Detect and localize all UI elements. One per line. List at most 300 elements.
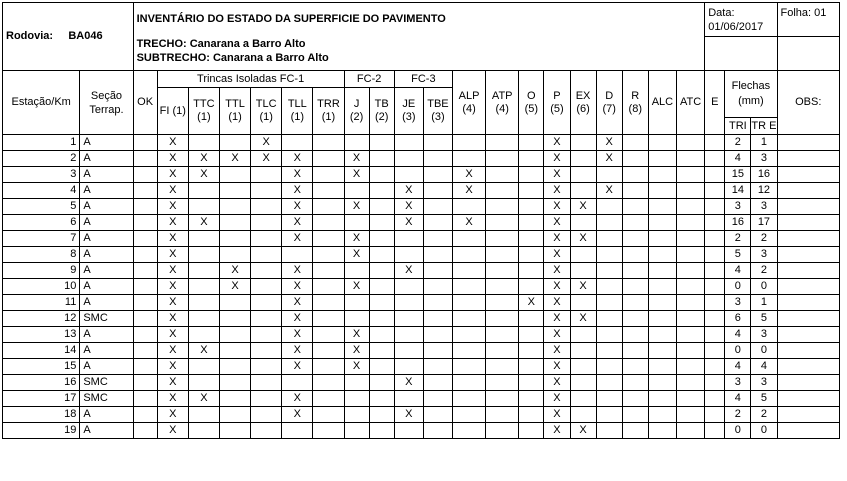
cell-ok <box>133 343 157 359</box>
cell-p: X <box>544 407 570 423</box>
cell-e <box>705 407 725 423</box>
cell-tll: X <box>282 263 313 279</box>
cell-obs <box>777 135 840 151</box>
cell-alp <box>453 423 486 439</box>
cell-atc <box>676 407 704 423</box>
cell-est: 12 <box>3 311 80 327</box>
cell-ttl <box>219 231 250 247</box>
cell-est: 13 <box>3 327 80 343</box>
cell-ttc <box>188 231 219 247</box>
cell-tll <box>282 375 313 391</box>
cell-tre: 12 <box>751 183 777 199</box>
cell-tri: 2 <box>725 407 751 423</box>
cell-alp <box>453 407 486 423</box>
cell-tll <box>282 247 313 263</box>
empty-header-cell <box>777 37 840 71</box>
cell-e <box>705 247 725 263</box>
cell-ex <box>570 327 596 343</box>
cell-ok <box>133 391 157 407</box>
cell-tb <box>369 183 394 199</box>
cell-fi: X <box>157 167 188 183</box>
cell-atp <box>486 183 519 199</box>
cell-tre: 3 <box>751 151 777 167</box>
cell-ex <box>570 359 596 375</box>
cell-ex <box>570 247 596 263</box>
col-flechas: Flechas (mm) <box>725 71 777 118</box>
cell-j: X <box>344 199 369 215</box>
cell-obs <box>777 327 840 343</box>
folha-cell: Folha: 01 <box>777 3 840 37</box>
cell-e <box>705 135 725 151</box>
rodovia-label: Rodovia: <box>6 30 54 42</box>
cell-ttl <box>219 199 250 215</box>
cell-j <box>344 375 369 391</box>
cell-e <box>705 391 725 407</box>
cell-atc <box>676 423 704 439</box>
cell-tbe <box>423 199 452 215</box>
cell-j: X <box>344 151 369 167</box>
cell-d <box>596 231 622 247</box>
cell-r <box>622 391 648 407</box>
cell-tri: 16 <box>725 215 751 231</box>
cell-ttc <box>188 327 219 343</box>
cell-ex <box>570 391 596 407</box>
cell-atc <box>676 215 704 231</box>
cell-j <box>344 407 369 423</box>
table-row <box>3 423 840 439</box>
cell-e <box>705 423 725 439</box>
cell-e <box>705 327 725 343</box>
cell-je <box>394 359 423 375</box>
cell-tri: 14 <box>725 183 751 199</box>
cell-sec: A <box>80 135 133 151</box>
cell-j <box>344 135 369 151</box>
cell-r <box>622 311 648 327</box>
cell-tri: 4 <box>725 359 751 375</box>
col-d: D (7) <box>596 71 622 135</box>
cell-tbe <box>423 375 452 391</box>
cell-tbe <box>423 359 452 375</box>
cell-tre: 2 <box>751 407 777 423</box>
cell-alp <box>453 135 486 151</box>
cell-ttc <box>188 279 219 295</box>
cell-ok <box>133 183 157 199</box>
cell-p: X <box>544 263 570 279</box>
cell-ex: X <box>570 199 596 215</box>
cell-ex <box>570 151 596 167</box>
cell-est: 6 <box>3 215 80 231</box>
cell-tlc: X <box>251 135 282 151</box>
cell-atc <box>676 311 704 327</box>
cell-obs <box>777 311 840 327</box>
cell-sec: A <box>80 199 133 215</box>
table-row <box>3 327 840 343</box>
cell-alp <box>453 199 486 215</box>
cell-p: X <box>544 423 570 439</box>
empty-header-cell <box>705 37 777 71</box>
cell-je <box>394 343 423 359</box>
cell-je <box>394 423 423 439</box>
cell-est: 4 <box>3 183 80 199</box>
cell-alc <box>648 135 676 151</box>
cell-j: X <box>344 343 369 359</box>
cell-d <box>596 295 622 311</box>
cell-ttc <box>188 407 219 423</box>
cell-ttc <box>188 359 219 375</box>
cell-tre: 5 <box>751 311 777 327</box>
cell-sec: SMC <box>80 391 133 407</box>
cell-d <box>596 215 622 231</box>
cell-e <box>705 167 725 183</box>
cell-atp <box>486 295 519 311</box>
cell-j <box>344 391 369 407</box>
cell-fi: X <box>157 135 188 151</box>
cell-fi: X <box>157 183 188 199</box>
cell-atp <box>486 247 519 263</box>
col-atp: ATP (4) <box>486 71 519 135</box>
cell-tlc <box>251 311 282 327</box>
inventory-table <box>2 2 840 439</box>
col-e: E <box>705 71 725 135</box>
cell-j <box>344 215 369 231</box>
cell-tri: 2 <box>725 231 751 247</box>
cell-o <box>519 423 544 439</box>
cell-tri: 4 <box>725 391 751 407</box>
cell-tri: 0 <box>725 423 751 439</box>
cell-tb <box>369 263 394 279</box>
cell-o <box>519 359 544 375</box>
cell-ttc <box>188 263 219 279</box>
cell-alp: X <box>453 215 486 231</box>
cell-tre: 3 <box>751 247 777 263</box>
cell-ttl <box>219 391 250 407</box>
cell-j <box>344 295 369 311</box>
cell-trr <box>313 359 344 375</box>
cell-tlc <box>251 407 282 423</box>
cell-je <box>394 151 423 167</box>
cell-ttc <box>188 423 219 439</box>
cell-tlc <box>251 279 282 295</box>
cell-fi: X <box>157 311 188 327</box>
cell-est: 17 <box>3 391 80 407</box>
cell-d <box>596 391 622 407</box>
cell-tri: 0 <box>725 279 751 295</box>
cell-fi: X <box>157 279 188 295</box>
cell-trr <box>313 231 344 247</box>
cell-alc <box>648 311 676 327</box>
cell-atc <box>676 183 704 199</box>
cell-j: X <box>344 231 369 247</box>
cell-atp <box>486 199 519 215</box>
cell-p: X <box>544 247 570 263</box>
cell-tbe <box>423 167 452 183</box>
col-ttl: TTL (1) <box>219 88 250 135</box>
cell-tre: 16 <box>751 167 777 183</box>
cell-je: X <box>394 263 423 279</box>
cell-o: X <box>519 295 544 311</box>
cell-je <box>394 167 423 183</box>
cell-alc <box>648 231 676 247</box>
cell-tll: X <box>282 167 313 183</box>
cell-trr <box>313 423 344 439</box>
cell-j: X <box>344 359 369 375</box>
rodovia-value: BA046 <box>68 30 103 42</box>
cell-o <box>519 343 544 359</box>
cell-tbe <box>423 327 452 343</box>
cell-alc <box>648 199 676 215</box>
cell-p: X <box>544 167 570 183</box>
cell-j: X <box>344 167 369 183</box>
cell-trr <box>313 343 344 359</box>
cell-tb <box>369 135 394 151</box>
cell-ttc <box>188 295 219 311</box>
cell-ex <box>570 215 596 231</box>
cell-je: X <box>394 215 423 231</box>
cell-obs <box>777 231 840 247</box>
cell-r <box>622 135 648 151</box>
cell-atp <box>486 311 519 327</box>
cell-alp: X <box>453 167 486 183</box>
cell-atp <box>486 215 519 231</box>
cell-ttl <box>219 375 250 391</box>
cell-tb <box>369 407 394 423</box>
table-row <box>3 279 840 295</box>
cell-trr <box>313 391 344 407</box>
cell-ok <box>133 215 157 231</box>
cell-alp <box>453 247 486 263</box>
cell-p: X <box>544 279 570 295</box>
cell-d <box>596 359 622 375</box>
cell-r <box>622 199 648 215</box>
cell-p: X <box>544 151 570 167</box>
cell-atp <box>486 231 519 247</box>
col-fi: FI (1) <box>157 88 188 135</box>
cell-tb <box>369 423 394 439</box>
cell-tb <box>369 311 394 327</box>
cell-e <box>705 263 725 279</box>
cell-e <box>705 295 725 311</box>
trecho-cell <box>133 37 705 71</box>
col-secao-line2: Terrap. <box>89 103 124 116</box>
cell-o <box>519 183 544 199</box>
cell-ttl <box>219 135 250 151</box>
cell-je: X <box>394 183 423 199</box>
cell-obs <box>777 263 840 279</box>
cell-atc <box>676 247 704 263</box>
cell-tri: 4 <box>725 151 751 167</box>
cell-ex <box>570 343 596 359</box>
cell-tll: X <box>282 151 313 167</box>
cell-trr <box>313 151 344 167</box>
cell-ttl: X <box>219 263 250 279</box>
cell-r <box>622 375 648 391</box>
cell-ex <box>570 263 596 279</box>
cell-ok <box>133 151 157 167</box>
cell-est: 11 <box>3 295 80 311</box>
cell-r <box>622 151 648 167</box>
cell-r <box>622 167 648 183</box>
cell-tre: 2 <box>751 231 777 247</box>
cell-sec: A <box>80 327 133 343</box>
cell-est: 7 <box>3 231 80 247</box>
cell-tlc <box>251 263 282 279</box>
cell-tb <box>369 247 394 263</box>
cell-tre: 4 <box>751 359 777 375</box>
col-alp: ALP (4) <box>453 71 486 135</box>
cell-o <box>519 391 544 407</box>
table-row <box>3 247 840 263</box>
cell-est: 8 <box>3 247 80 263</box>
cell-tbe <box>423 407 452 423</box>
cell-tre: 0 <box>751 279 777 295</box>
cell-fi: X <box>157 391 188 407</box>
cell-atp <box>486 279 519 295</box>
cell-ok <box>133 423 157 439</box>
table-row <box>3 199 840 215</box>
cell-tlc <box>251 167 282 183</box>
cell-alc <box>648 215 676 231</box>
cell-ttl <box>219 343 250 359</box>
cell-tlc <box>251 359 282 375</box>
cell-tb <box>369 295 394 311</box>
cell-atc <box>676 263 704 279</box>
cell-est: 10 <box>3 279 80 295</box>
cell-tbe <box>423 391 452 407</box>
cell-fi: X <box>157 199 188 215</box>
cell-p: X <box>544 375 570 391</box>
cell-d <box>596 423 622 439</box>
cell-o <box>519 247 544 263</box>
group-trincas: Trincas Isoladas FC-1 <box>157 71 344 88</box>
cell-obs <box>777 167 840 183</box>
cell-p: X <box>544 199 570 215</box>
cell-alp <box>453 391 486 407</box>
cell-ttc <box>188 199 219 215</box>
col-secao <box>80 71 133 135</box>
table-row <box>3 167 840 183</box>
cell-fi: X <box>157 263 188 279</box>
cell-ok <box>133 407 157 423</box>
cell-p: X <box>544 343 570 359</box>
cell-alp: X <box>453 183 486 199</box>
cell-est: 5 <box>3 199 80 215</box>
cell-tlc <box>251 215 282 231</box>
table-row <box>3 263 840 279</box>
cell-atc <box>676 391 704 407</box>
cell-trr <box>313 327 344 343</box>
cell-tbe <box>423 151 452 167</box>
cell-tbe <box>423 423 452 439</box>
cell-tri: 3 <box>725 199 751 215</box>
cell-tb <box>369 199 394 215</box>
cell-atp <box>486 359 519 375</box>
date-value: 01/06/2017 <box>708 20 764 33</box>
cell-tbe <box>423 343 452 359</box>
cell-p: X <box>544 215 570 231</box>
cell-tll: X <box>282 183 313 199</box>
cell-tri: 4 <box>725 327 751 343</box>
cell-atp <box>486 167 519 183</box>
cell-tlc <box>251 231 282 247</box>
cell-ex <box>570 375 596 391</box>
cell-p: X <box>544 327 570 343</box>
cell-e <box>705 359 725 375</box>
cell-atc <box>676 359 704 375</box>
cell-sec: A <box>80 151 133 167</box>
cell-d <box>596 199 622 215</box>
table-row <box>3 359 840 375</box>
cell-alp <box>453 263 486 279</box>
cell-alp <box>453 359 486 375</box>
cell-alp <box>453 343 486 359</box>
cell-ok <box>133 135 157 151</box>
cell-atc <box>676 327 704 343</box>
cell-tlc <box>251 391 282 407</box>
cell-fi: X <box>157 359 188 375</box>
cell-ttc: X <box>188 343 219 359</box>
cell-est: 3 <box>3 167 80 183</box>
cell-alc <box>648 343 676 359</box>
cell-j <box>344 183 369 199</box>
col-tbe: TBE (3) <box>423 88 452 135</box>
table-row <box>3 407 840 423</box>
cell-tb <box>369 215 394 231</box>
col-obs: OBS: <box>777 71 840 135</box>
cell-e <box>705 311 725 327</box>
cell-tlc <box>251 375 282 391</box>
cell-tbe <box>423 135 452 151</box>
col-tll: TLL (1) <box>282 88 313 135</box>
cell-ok <box>133 359 157 375</box>
cell-ok <box>133 375 157 391</box>
cell-e <box>705 151 725 167</box>
cell-o <box>519 231 544 247</box>
table-body <box>3 135 840 439</box>
cell-tlc <box>251 183 282 199</box>
cell-e <box>705 183 725 199</box>
cell-alp <box>453 311 486 327</box>
cell-atc <box>676 135 704 151</box>
cell-ttl <box>219 167 250 183</box>
cell-atp <box>486 407 519 423</box>
cell-alc <box>648 391 676 407</box>
cell-ttl: X <box>219 279 250 295</box>
cell-tll: X <box>282 327 313 343</box>
table-row <box>3 231 840 247</box>
table-row <box>3 135 840 151</box>
cell-ok <box>133 247 157 263</box>
table-row <box>3 215 840 231</box>
cell-tre: 0 <box>751 343 777 359</box>
cell-je: X <box>394 407 423 423</box>
cell-fi: X <box>157 423 188 439</box>
col-o: O (5) <box>519 71 544 135</box>
cell-p: X <box>544 359 570 375</box>
cell-r <box>622 231 648 247</box>
cell-tre: 3 <box>751 327 777 343</box>
cell-alc <box>648 183 676 199</box>
cell-ok <box>133 279 157 295</box>
cell-p: X <box>544 135 570 151</box>
cell-tb <box>369 327 394 343</box>
cell-ttl <box>219 327 250 343</box>
cell-tri: 5 <box>725 247 751 263</box>
cell-obs <box>777 343 840 359</box>
cell-ex: X <box>570 279 596 295</box>
cell-tbe <box>423 247 452 263</box>
cell-obs <box>777 215 840 231</box>
cell-tri: 3 <box>725 375 751 391</box>
